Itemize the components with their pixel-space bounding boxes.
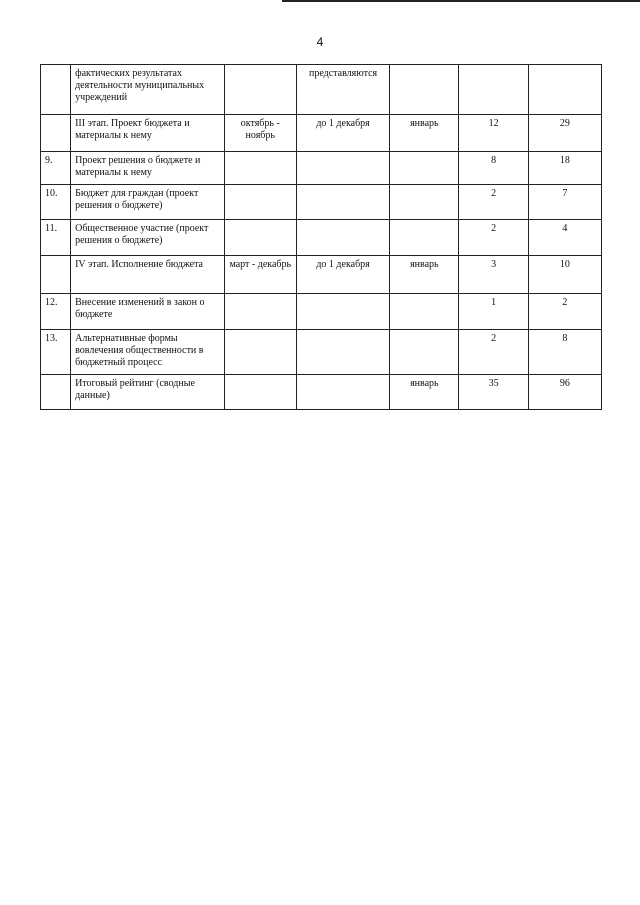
row-number: 11. [41, 220, 71, 256]
row-name: Альтернативные формы вовлечения общественности в бюджетный процесс [71, 330, 225, 375]
row-deadline: до 1 декабря [296, 115, 389, 152]
row-period [224, 220, 296, 256]
table-row [41, 330, 602, 375]
row-name: Внесение изменений в закон о бюджете [71, 294, 225, 330]
row-name: Общественное участие (проект решения о бюджете) [71, 220, 225, 256]
page-number: 4 [316, 35, 324, 49]
row-value-2: 10 [528, 256, 601, 294]
row-deadline [296, 220, 389, 256]
row-period [224, 152, 296, 185]
row-period [224, 330, 296, 375]
row-name: IV этап. Исполнение бюджета [71, 256, 225, 294]
row-value-2: 18 [528, 152, 601, 185]
row-month: январь [390, 256, 459, 294]
row-value-2 [528, 65, 601, 115]
row-number: 12. [41, 294, 71, 330]
row-period [224, 65, 296, 115]
row-value-1: 12 [459, 115, 528, 152]
row-value-2: 29 [528, 115, 601, 152]
row-name: Бюджет для граждан (проект решения о бюджете) [71, 185, 225, 220]
row-period [224, 375, 296, 410]
row-month [390, 152, 459, 185]
row-deadline [296, 185, 389, 220]
table-row [41, 220, 602, 256]
row-deadline [296, 375, 389, 410]
row-number: 9. [41, 152, 71, 185]
row-name: Итоговый рейтинг (сводные данные) [71, 375, 225, 410]
row-number [41, 256, 71, 294]
row-month: январь [390, 375, 459, 410]
row-deadline [296, 294, 389, 330]
top-rule [282, 0, 640, 2]
table-row [41, 294, 602, 330]
table-row [41, 185, 602, 220]
table-row [41, 152, 602, 185]
row-deadline: представляются [296, 65, 389, 115]
row-month [390, 330, 459, 375]
row-month [390, 220, 459, 256]
budget-rating-table [40, 64, 602, 410]
row-value-1: 2 [459, 220, 528, 256]
row-period [224, 294, 296, 330]
row-value-1: 2 [459, 185, 528, 220]
table-row [41, 375, 602, 410]
row-number [41, 375, 71, 410]
row-value-1: 8 [459, 152, 528, 185]
row-month [390, 65, 459, 115]
row-number: 13. [41, 330, 71, 375]
row-value-2: 4 [528, 220, 601, 256]
row-value-1: 2 [459, 330, 528, 375]
row-value-1 [459, 65, 528, 115]
row-deadline: до 1 декабря [296, 256, 389, 294]
row-value-2: 96 [528, 375, 601, 410]
row-value-1: 1 [459, 294, 528, 330]
row-month [390, 294, 459, 330]
row-deadline [296, 330, 389, 375]
row-number [41, 65, 71, 115]
row-month [390, 185, 459, 220]
row-value-2: 8 [528, 330, 601, 375]
row-name: Проект решения о бюджете и материалы к нему [71, 152, 225, 185]
row-value-1: 3 [459, 256, 528, 294]
row-number: 10. [41, 185, 71, 220]
row-period [224, 185, 296, 220]
row-number [41, 115, 71, 152]
table-row [41, 256, 602, 294]
table-row [41, 65, 602, 115]
row-deadline [296, 152, 389, 185]
row-value-1: 35 [459, 375, 528, 410]
row-name: III этап. Проект бюджета и материалы к нему [71, 115, 225, 152]
row-month: январь [390, 115, 459, 152]
row-value-2: 7 [528, 185, 601, 220]
row-period: октябрь - ноябрь [224, 115, 296, 152]
row-name: фактических результатах деятельности муниципальных учреждений [71, 65, 225, 115]
row-period: март - декабрь [224, 256, 296, 294]
row-value-2: 2 [528, 294, 601, 330]
table-row [41, 115, 602, 152]
